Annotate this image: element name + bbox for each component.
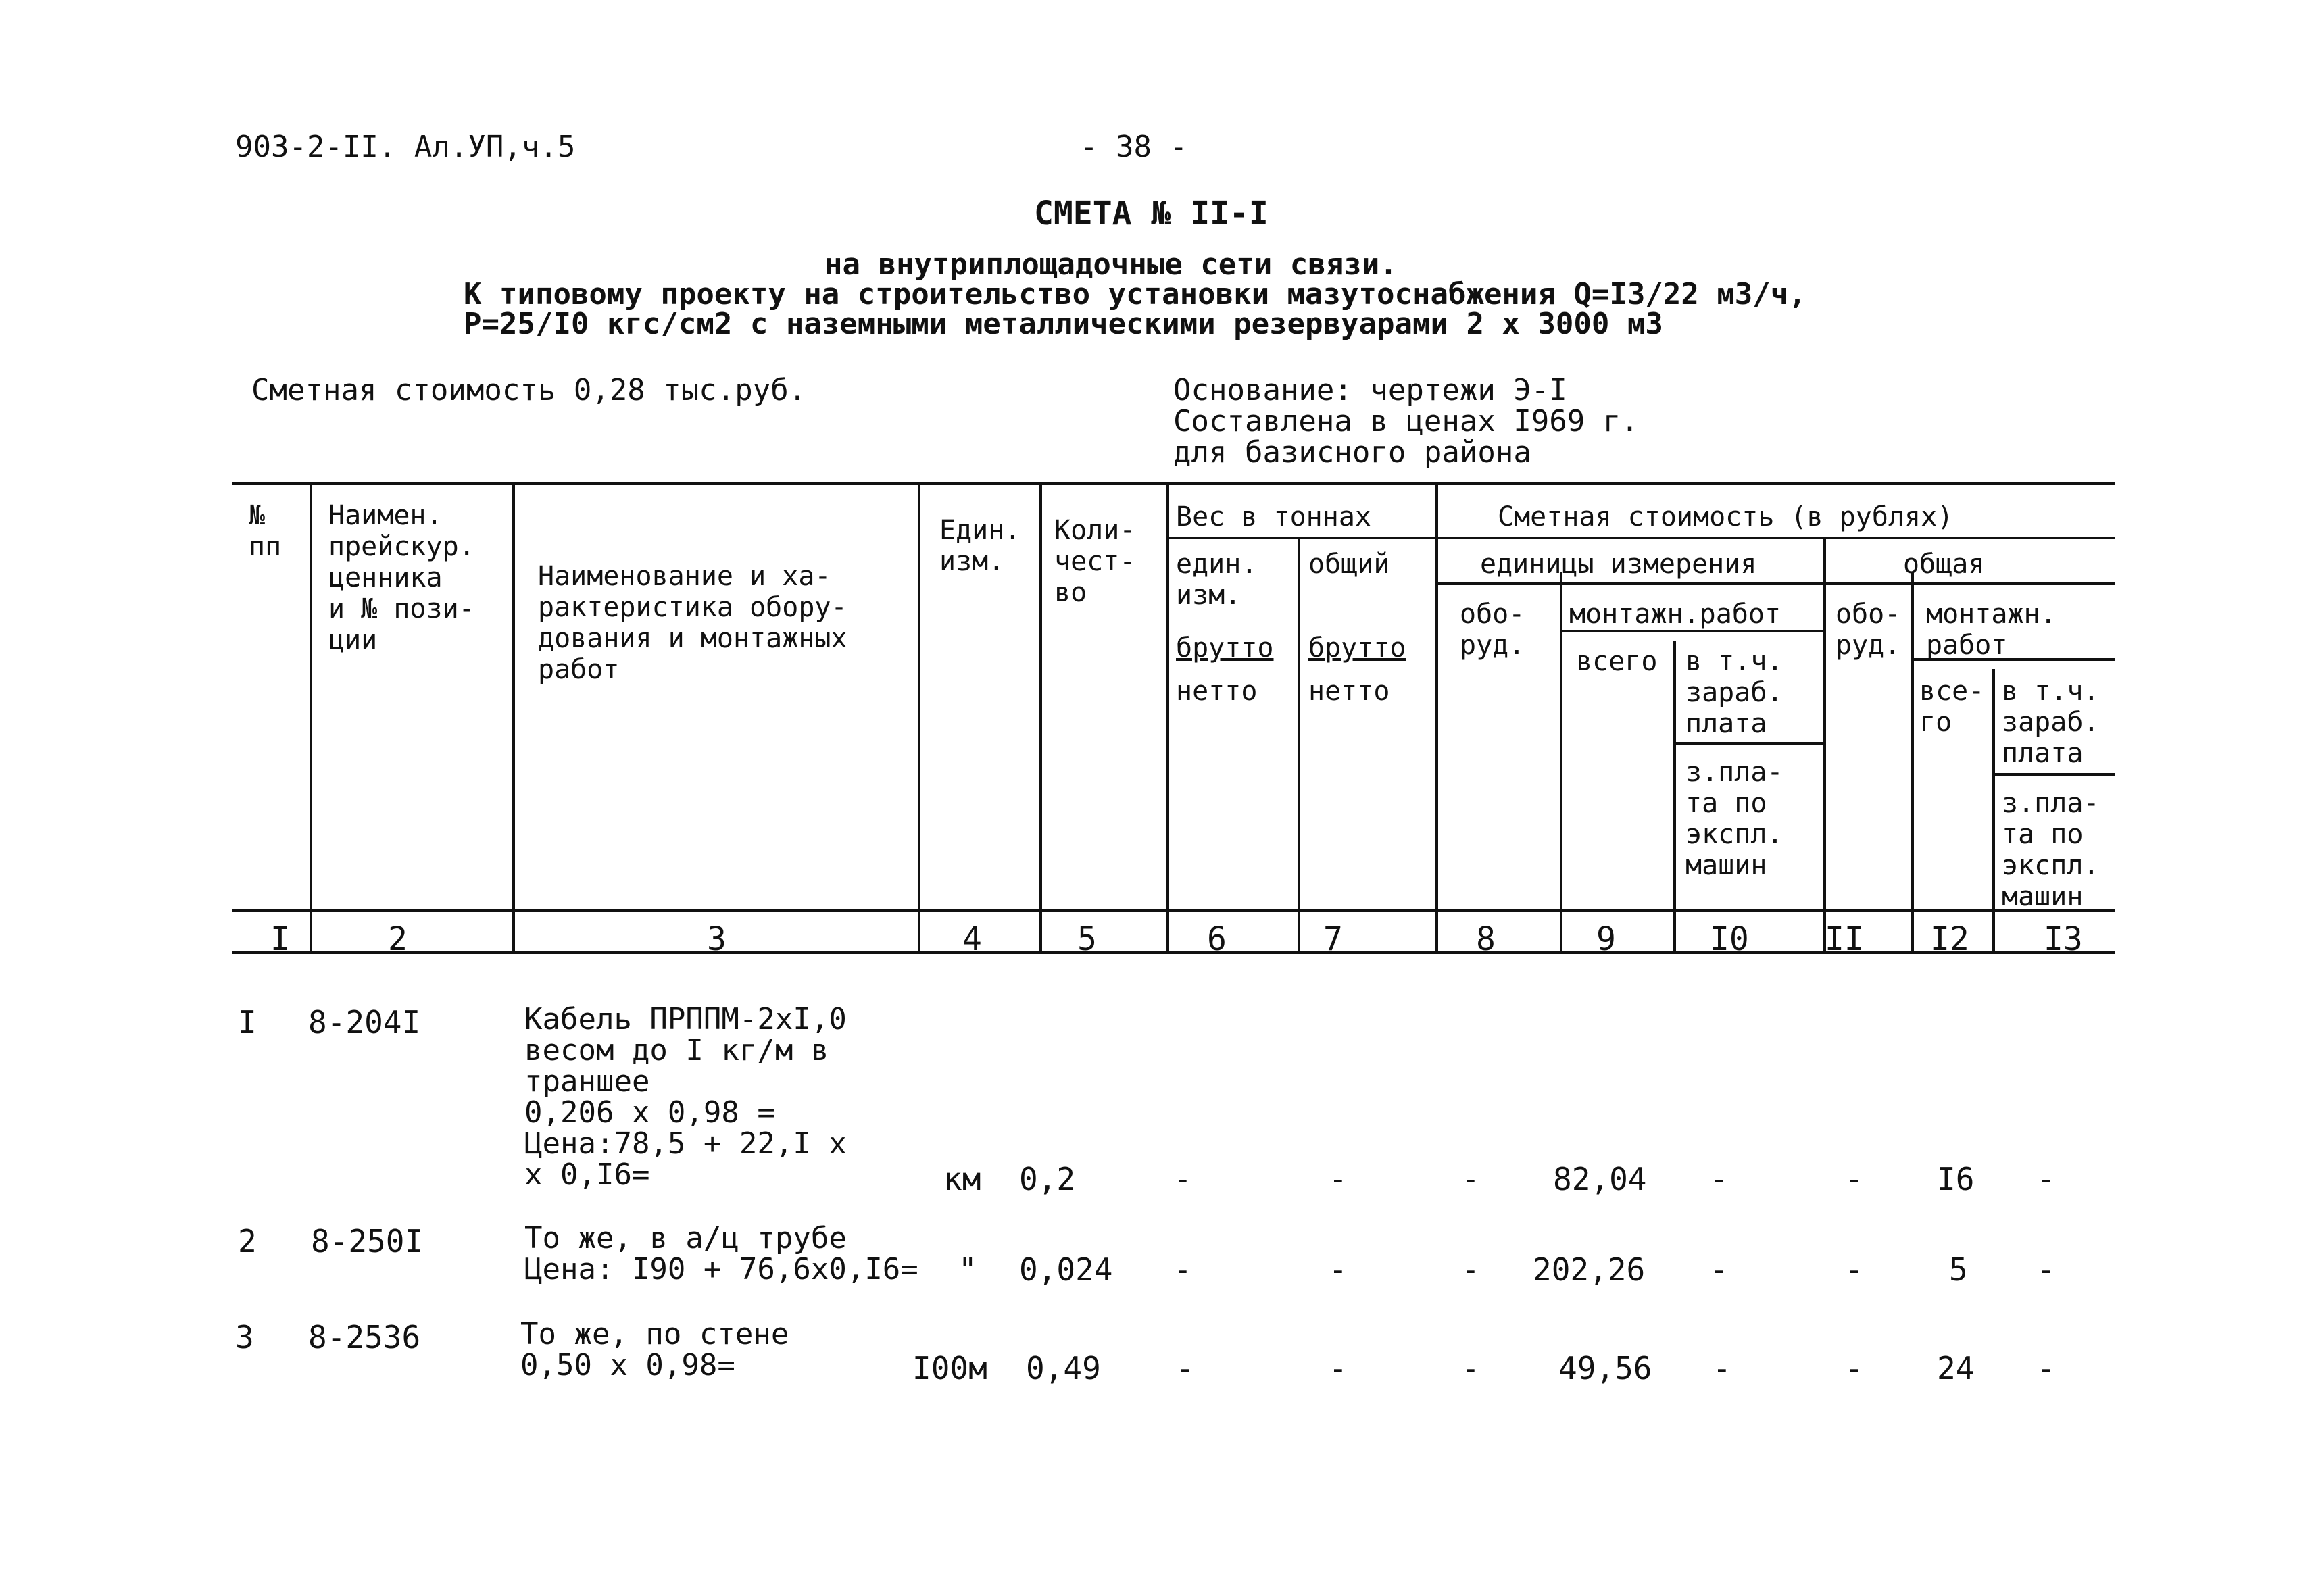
row1-total-equipment: -: [1845, 1161, 1864, 1197]
row2-code: 8-250I: [311, 1223, 424, 1260]
header-all-total: все- го: [1919, 676, 1985, 738]
row1-total-all: I6: [1937, 1161, 1975, 1197]
row1-quantity: 0,2: [1019, 1161, 1076, 1197]
row1-weight-unit: -: [1173, 1161, 1192, 1197]
row1-weight-total: -: [1329, 1161, 1348, 1197]
header-equipment-unit: обо- руд.: [1460, 599, 1525, 661]
header-equipment-total: обо- руд.: [1836, 599, 1901, 661]
row2-weight-unit: -: [1173, 1251, 1192, 1288]
row2-total-equipment: -: [1845, 1251, 1864, 1288]
header-cost-group: Сметная стоимость (в рублях): [1498, 501, 1954, 532]
row1-code: 8-204I: [308, 1004, 421, 1041]
row2-total-wage: -: [2037, 1251, 2056, 1288]
col-number-13: I3: [2044, 920, 2083, 958]
row3-equipment: -: [1461, 1350, 1480, 1387]
row3-weight-total: -: [1329, 1350, 1348, 1387]
header-row-number: № пп: [249, 500, 282, 562]
basis-drawings: Основание: чертежи Э-I: [1173, 373, 1567, 407]
row2-weight-total: -: [1329, 1251, 1348, 1288]
header-description: Наименование и ха- рактеристика обору- дования и монтажных работ: [538, 561, 847, 685]
row3-montage-wage: -: [1713, 1350, 1731, 1387]
row2-montage-all: 202,26: [1533, 1251, 1646, 1288]
row3-code: 8-2536: [308, 1319, 421, 1355]
col-number-9: 9: [1596, 920, 1616, 958]
col-number-7: 7: [1323, 920, 1343, 958]
header-all-unit: всего: [1576, 646, 1658, 677]
row3-total-all: 24: [1937, 1350, 1975, 1387]
col-number-11: II: [1825, 920, 1864, 958]
document-code: 903-2-II. Ал.УП,ч.5: [235, 130, 576, 164]
title-line-1: на внутриплощадочные сети связи.: [824, 247, 1398, 282]
row1-number: I: [238, 1004, 257, 1041]
row2-number: 2: [238, 1223, 257, 1260]
header-wage-unit: в т.ч. зараб. плата: [1685, 646, 1783, 739]
row2-quantity: 0,024: [1019, 1251, 1113, 1288]
row1-montage-wage: -: [1710, 1161, 1729, 1197]
row1-description: Кабель ПРППМ-2хI,0 весом до I кг/м в траншее 0,206 х 0,98 = Цена:78,5 + 22,I х х 0,I6=: [524, 1002, 847, 1192]
header-total: общая: [1903, 549, 1985, 580]
header-price-list: Наимен. прейскур. ценника и № пози- ции: [328, 500, 475, 655]
col-number-1: I: [270, 920, 290, 958]
row3-weight-unit: -: [1176, 1350, 1195, 1387]
header-netto-unit: нетто: [1176, 676, 1258, 707]
row1-unit: км: [943, 1161, 981, 1197]
row2-unit: ": [958, 1251, 977, 1288]
col-number-5: 5: [1077, 920, 1097, 958]
header-machine-wage-total: з.пла- та по экспл. машин: [2002, 788, 2100, 912]
col-number-10: I0: [1710, 920, 1749, 958]
col-number-4: 4: [962, 920, 982, 958]
row2-total-all: 5: [1949, 1251, 1968, 1288]
row3-montage-all: 49,56: [1558, 1350, 1652, 1387]
header-montage-unit: монтажн.работ: [1569, 599, 1781, 630]
title-line-2: К типовому проекту на строительство установки мазутоснабжения Q=I3/22 м3/ч,: [464, 277, 1806, 311]
estimated-cost: Сметная стоимость 0,28 тыс.руб.: [251, 373, 807, 407]
row2-description: То же, в а/ц трубе Цена: I90 + 76,6х0,I6=: [524, 1221, 918, 1287]
header-montage-total: монтажн. работ: [1926, 599, 2057, 661]
col-number-12: I2: [1930, 920, 1969, 958]
header-unit: Един. изм.: [939, 515, 1021, 577]
header-weight-group: Вес в тоннах: [1176, 501, 1371, 532]
col-number-2: 2: [388, 920, 408, 958]
row3-description: То же, по стене 0,50 х 0,98=: [520, 1317, 789, 1382]
row2-equipment: -: [1461, 1251, 1480, 1288]
header-netto-total: нетто: [1308, 676, 1390, 707]
col-number-6: 6: [1207, 920, 1227, 958]
col-number-8: 8: [1476, 920, 1496, 958]
header-wage-total: в т.ч. зараб. плата: [2002, 676, 2100, 769]
header-per-unit: единицы измерения: [1480, 549, 1757, 580]
col-number-3: 3: [707, 920, 727, 958]
header-quantity: Коли- чест- во: [1054, 515, 1136, 608]
region: для базисного района: [1173, 435, 1531, 470]
row3-quantity: 0,49: [1026, 1350, 1101, 1387]
row3-total-equipment: -: [1845, 1350, 1864, 1387]
header-weight-unit: един. изм.: [1176, 549, 1258, 611]
header-machine-wage-unit: з.пла- та по экспл. машин: [1685, 757, 1783, 881]
header-brutto-total: брутто: [1308, 632, 1406, 664]
row3-total-wage: -: [2037, 1350, 2056, 1387]
estimate-title: СМЕТА № II-I: [1034, 195, 1269, 232]
row2-montage-wage: -: [1710, 1251, 1729, 1288]
price-level: Составлена в ценах I969 г.: [1173, 404, 1639, 439]
page-number: - 38 -: [1080, 130, 1187, 164]
row3-number: 3: [235, 1319, 254, 1355]
row1-montage-all: 82,04: [1553, 1161, 1647, 1197]
header-weight-total: общий: [1308, 549, 1390, 580]
row1-total-wage: -: [2037, 1161, 2056, 1197]
row1-equipment: -: [1461, 1161, 1480, 1197]
title-line-3: Р=25/I0 кгс/см2 с наземными металлическими резервуарами 2 х 3000 м3: [464, 307, 1663, 341]
row3-unit: I00м: [912, 1350, 987, 1387]
header-brutto-unit: брутто: [1176, 632, 1274, 664]
